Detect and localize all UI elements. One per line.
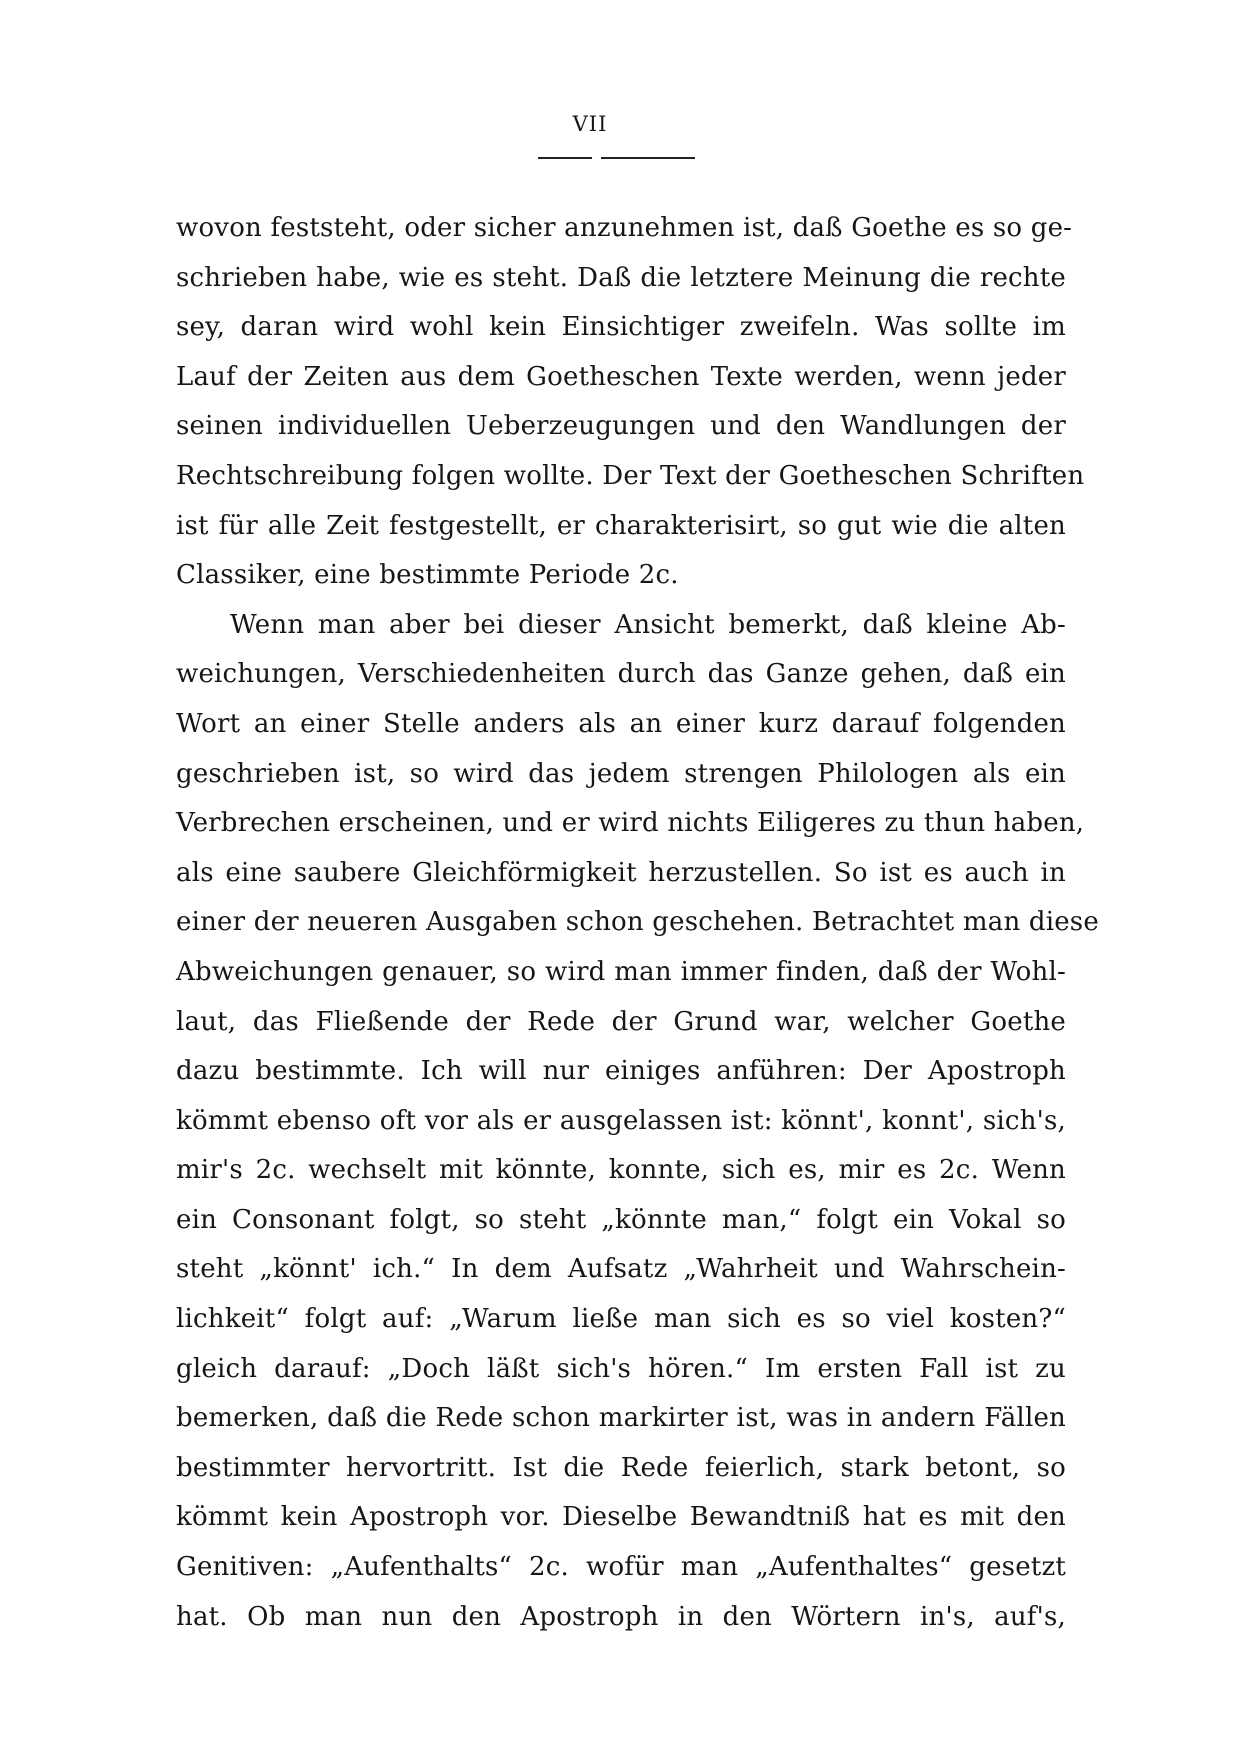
text-line: Abweichungen genauer, so wird man immer finden, daß der Wohl- bbox=[176, 956, 1066, 987]
paragraph-2 bbox=[176, 601, 1099, 1642]
text-line: dazu bestimmte. Ich will nur einiges anführen: Der Apostroph bbox=[176, 1056, 1066, 1087]
text-line: ist für alle Zeit festgestellt, er charakterisirt, so gut wie die alten bbox=[176, 510, 1066, 541]
text-line: Wort an einer Stelle anders als an einer kurz darauf folgenden bbox=[176, 708, 1066, 739]
text-line: kömmt ebenso oft vor als er ausgelassen ist: könnt', konnt', sich's, bbox=[176, 1105, 1066, 1136]
page-number: VII bbox=[572, 112, 608, 136]
header-rule-left bbox=[538, 157, 592, 159]
text-line: ein Consonant folgt, so steht „könnte man,“ folgt ein Vokal so bbox=[176, 1204, 1066, 1235]
text-line: geschrieben ist, so wird das jedem strengen Philologen als ein bbox=[176, 758, 1066, 789]
text-line: einer der neueren Ausgaben schon geschehen. Betrachtet man diese bbox=[176, 907, 1099, 938]
text-line: seinen individuellen Ueberzeugungen und den Wandlungen der bbox=[176, 411, 1066, 442]
text-line: gleich darauf: „Doch läßt sich's hören.“ Im ersten Fall ist zu bbox=[176, 1353, 1066, 1384]
text-line: als eine saubere Gleichförmigkeit herzustellen. So ist es auch in bbox=[176, 857, 1066, 888]
text-line: bemerken, daß die Rede schon markirter ist, was in andern Fällen bbox=[176, 1403, 1066, 1434]
text-line: laut, das Fließende der Rede der Grund war, welcher Goethe bbox=[176, 1006, 1066, 1037]
text-line: kömmt kein Apostroph vor. Dieselbe Bewandtniß hat es mit den bbox=[176, 1502, 1066, 1533]
text-line: lichkeit“ folgt auf: „Warum ließe man sich es so viel kosten?“ bbox=[176, 1304, 1066, 1335]
text-line: schrieben habe, wie es steht. Daß die letztere Meinung die rechte bbox=[176, 262, 1066, 293]
text-line: Verbrechen erscheinen, und er wird nichts Eiligeres zu thun haben, bbox=[176, 808, 1085, 839]
paragraph-1 bbox=[176, 204, 1085, 601]
text-line: Wenn man aber bei dieser Ansicht bemerkt, daß kleine Ab- bbox=[230, 609, 1066, 640]
text-line: steht „könnt' ich.“ In dem Aufsatz „Wahrheit und Wahrschein- bbox=[176, 1254, 1066, 1285]
text-line: bestimmter hervortritt. Ist die Rede feierlich, stark betont, so bbox=[176, 1452, 1066, 1483]
body-text bbox=[176, 204, 1099, 1642]
text-line: Rechtschreibung folgen wollte. Der Text der Goetheschen Schriften bbox=[176, 460, 1085, 491]
text-line: wovon feststeht, oder sicher anzunehmen ist, daß Goethe es so ge- bbox=[176, 213, 1073, 243]
text-line: sey, daran wird wohl kein Einsichtiger zweifeln. Was sollte im bbox=[176, 312, 1066, 343]
text-line: hat. Ob man nun den Apostroph in den Wörtern in's, auf's, bbox=[176, 1601, 1066, 1632]
text-line: Genitiven: „Aufenthalts“ 2c. wofür man „Aufenthaltes“ gesetzt bbox=[176, 1552, 1066, 1583]
text-line: mir's 2c. wechselt mit könnte, konnte, sich es, mir es 2c. Wenn bbox=[176, 1155, 1066, 1186]
text-line: Lauf der Zeiten aus dem Goetheschen Texte werden, wenn jeder bbox=[176, 361, 1066, 392]
text-line: weichungen, Verschiedenheiten durch das Ganze gehen, daß ein bbox=[176, 659, 1066, 690]
header-rule-right bbox=[601, 157, 695, 159]
text-line: Classiker, eine bestimmte Periode 2c. bbox=[176, 560, 679, 591]
